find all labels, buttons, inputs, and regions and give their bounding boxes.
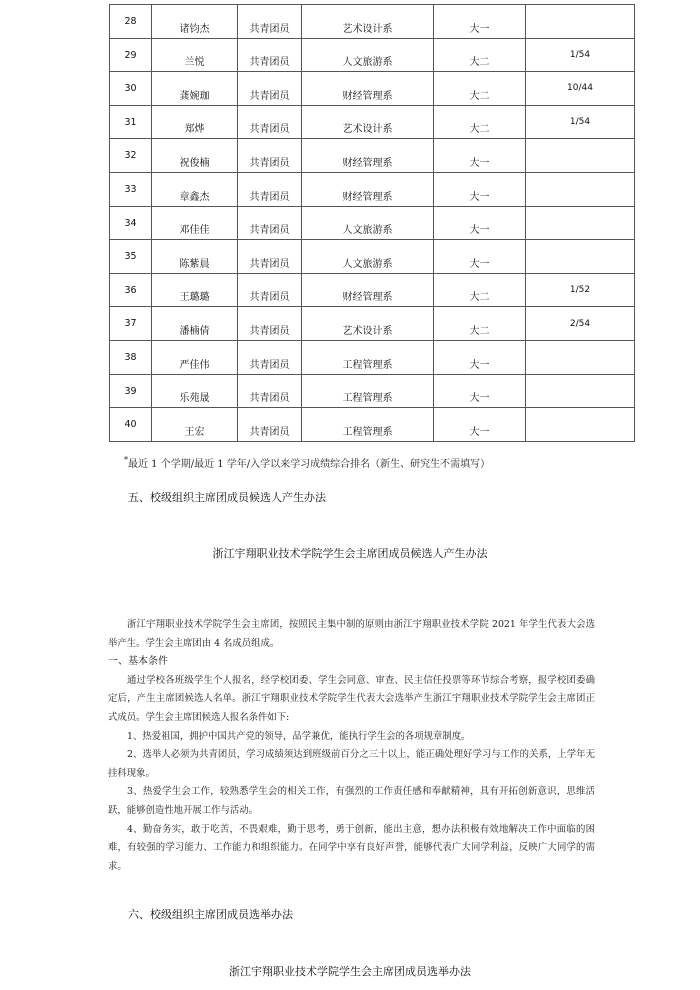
grade-rank-cell: [526, 273, 635, 307]
student-name-cell: [152, 139, 238, 173]
department: 人文旅游系: [342, 57, 393, 69]
row-number-cell: [110, 240, 152, 274]
row-number-cell: [110, 105, 152, 139]
student-name: 邓佳佳: [179, 225, 210, 237]
row-number: 29: [124, 49, 137, 61]
table-row: [110, 172, 635, 206]
political-status: 共青团员: [249, 57, 290, 69]
political-status-cell: [238, 72, 302, 106]
section-5-body: [108, 616, 595, 876]
condition-item-3: 3、热爱学生会工作，较熟悉学生会的相关工作，有强烈的工作责任感和奉献精神，具有开拓创新意识，思维活跃，能够创造性地开展工作与活动。: [108, 786, 595, 816]
student-name: 陈紫晨: [179, 258, 210, 270]
political-status-cell: [238, 139, 302, 173]
table-row: [110, 38, 635, 72]
grade: 大一: [469, 359, 490, 371]
department-cell: [302, 72, 434, 106]
student-name: 王宏: [184, 426, 205, 438]
department-cell: [302, 105, 434, 139]
political-status-cell: [238, 374, 302, 408]
condition-item-1: 1、热爱祖国，拥护中国共产党的领导，品学兼优，能执行学生会的各项规章制度。: [127, 730, 471, 742]
department: 艺术设计系: [342, 23, 393, 35]
grade: 大二: [469, 292, 490, 304]
condition-item-4: 4、勤奋务实，敢于吃苦，不畏艰难，勤于思考，勇于创新，能出主意，想办法积极有效地解决工作中面临的困难，有较强的学习能力、工作能力和组织能力。在同学中享有良好声誉，能够代表广大同学利益，反映广大同学的需求。: [108, 823, 595, 872]
grade: 大一: [469, 23, 490, 35]
student-name-cell: [152, 340, 238, 374]
intro-paragraph: 浙江宇翔职业技术学院学生会主席团，按照民主集中制的原则由浙江宇翔职业技术学院 2021 年学生代表大会选举产生。学生会主席团由 4 名成员组成。: [108, 619, 595, 649]
department-cell: [302, 5, 434, 39]
student-name-cell: [152, 72, 238, 106]
table-row: [110, 307, 635, 341]
table-row: [110, 5, 635, 39]
department-cell: [302, 408, 434, 442]
grade-rank-cell: [526, 408, 635, 442]
grade-cell: [434, 374, 526, 408]
grade-rank-cell: [526, 307, 635, 341]
department-cell: [302, 273, 434, 307]
grade: 大一: [469, 393, 490, 405]
grade: 大一: [469, 258, 490, 270]
grade-cell: [434, 206, 526, 240]
row-number-cell: [110, 38, 152, 72]
department-cell: [302, 139, 434, 173]
row-number: 36: [124, 284, 137, 296]
table-row: [110, 105, 635, 139]
grade: 大二: [469, 90, 490, 102]
department: 工程管理系: [342, 359, 393, 371]
grade: 大二: [469, 57, 490, 69]
row-number-cell: [110, 139, 152, 173]
student-name: 章鑫杰: [179, 191, 210, 203]
student-name-cell: [152, 408, 238, 442]
table-row: [110, 408, 635, 442]
student-name-cell: [152, 38, 238, 72]
grade-rank-cell: [526, 105, 635, 139]
grade: 大二: [469, 325, 490, 337]
grade-rank-cell: [526, 240, 635, 274]
grade-rank: 1/54: [569, 49, 591, 60]
row-number: 37: [124, 318, 137, 330]
department: 艺术设计系: [342, 325, 393, 337]
student-name: 龚婉珈: [179, 90, 210, 102]
political-status-cell: [238, 340, 302, 374]
candidate-table-body: [110, 5, 635, 442]
row-number: 31: [124, 116, 137, 128]
row-number: 39: [124, 385, 137, 397]
department: 艺术设计系: [342, 124, 393, 136]
condition-item-2: 2、选举人必须为共青团员，学习成绩须达到班级前百分之三十以上，能正确处理好学习与工作的关系，上学年无挂科现象。: [108, 749, 595, 779]
political-status-cell: [238, 206, 302, 240]
table-row: [110, 240, 635, 274]
department-cell: [302, 307, 434, 341]
row-number-cell: [110, 307, 152, 341]
grade: 大一: [469, 157, 490, 169]
political-status: 共青团员: [249, 124, 290, 136]
student-name-cell: [152, 172, 238, 206]
political-status-cell: [238, 172, 302, 206]
department-cell: [302, 340, 434, 374]
table-row: [110, 374, 635, 408]
department-cell: [302, 240, 434, 274]
grade-rank-cell: [526, 172, 635, 206]
department-cell: [302, 38, 434, 72]
footnote-text: 最近 1 个学期/最近 1 学年/入学以来学习成绩综合排名（新生、研究生不需填写）: [128, 459, 491, 470]
basic-conditions-paragraph: 通过学校各班级学生个人报名，经学校团委、学生会同意、审查、民主信任投票等环节综合考察，报学校团委确定后，产生主席团候选人名单。浙江宇翔职业技术学院学生代表大会选举产生浙江宇翔职业技术学院学生会主席团正式成员。学生会主席团候选人报名条件如下:: [108, 674, 595, 723]
table-row: [110, 273, 635, 307]
grade: 大二: [469, 124, 490, 136]
grade-rank: 1/54: [569, 117, 591, 128]
student-name: 乐苑晟: [179, 393, 210, 405]
basic-conditions-heading: 一、基本条件: [108, 656, 168, 668]
grade-cell: [434, 105, 526, 139]
political-status-cell: [238, 408, 302, 442]
grade-rank: 2/54: [569, 318, 591, 329]
grade-rank-cell: [526, 38, 635, 72]
row-number: 34: [124, 217, 137, 229]
grade-rank-cell: [526, 374, 635, 408]
table-row: [110, 340, 635, 374]
grade-rank-cell: [526, 206, 635, 240]
student-name: 兰悦: [184, 57, 205, 69]
student-name: 潘楠倩: [179, 325, 210, 337]
row-number: 38: [124, 351, 137, 363]
footnote-mark: *: [124, 455, 128, 465]
department: 财经管理系: [342, 157, 393, 169]
political-status-cell: [238, 105, 302, 139]
student-name-cell: [152, 105, 238, 139]
grade-rank-cell: [526, 5, 635, 39]
political-status: 共青团员: [249, 258, 290, 270]
row-number: 40: [124, 419, 137, 431]
student-name: 严佳伟: [179, 359, 210, 371]
political-status: 共青团员: [249, 90, 290, 102]
table-row: [110, 206, 635, 240]
student-name: 祝俊楠: [179, 157, 210, 169]
candidate-table: [109, 4, 635, 442]
grade-cell: [434, 139, 526, 173]
footnote: [124, 455, 490, 470]
political-status-cell: [238, 5, 302, 39]
section-6-title: 浙江宇翔职业技术学院学生会主席团成员选举办法: [229, 965, 471, 978]
grade-cell: [434, 307, 526, 341]
political-status: 共青团员: [249, 426, 290, 438]
student-name-cell: [152, 273, 238, 307]
political-status: 共青团员: [249, 157, 290, 169]
student-name-cell: [152, 5, 238, 39]
row-number: 30: [124, 83, 137, 95]
table-row: [110, 139, 635, 173]
row-number-cell: [110, 408, 152, 442]
grade-rank-cell: [526, 340, 635, 374]
department: 财经管理系: [342, 191, 393, 203]
department: 工程管理系: [342, 426, 393, 438]
grade: 大一: [469, 426, 490, 438]
political-status-cell: [238, 38, 302, 72]
grade-cell: [434, 172, 526, 206]
row-number-cell: [110, 374, 152, 408]
political-status: 共青团员: [249, 191, 290, 203]
row-number: 32: [124, 150, 137, 162]
political-status: 共青团员: [249, 23, 290, 35]
political-status: 共青团员: [249, 393, 290, 405]
row-number-cell: [110, 5, 152, 39]
grade-cell: [434, 340, 526, 374]
political-status-cell: [238, 240, 302, 274]
grade-rank: 1/52: [569, 285, 591, 296]
section-6-heading: 六、校级组织主席团成员选举办法: [128, 908, 293, 921]
grade-cell: [434, 273, 526, 307]
political-status: 共青团员: [249, 225, 290, 237]
row-number-cell: [110, 72, 152, 106]
department-cell: [302, 172, 434, 206]
row-number-cell: [110, 206, 152, 240]
grade-rank-cell: [526, 72, 635, 106]
grade-cell: [434, 240, 526, 274]
political-status-cell: [238, 273, 302, 307]
student-name: 诸钧杰: [179, 23, 210, 35]
political-status-cell: [238, 307, 302, 341]
section-5-heading: 五、校级组织主席团成员候选人产生办法: [128, 491, 326, 504]
grade: 大一: [469, 225, 490, 237]
department: 财经管理系: [342, 292, 393, 304]
grade-cell: [434, 408, 526, 442]
department: 工程管理系: [342, 393, 393, 405]
row-number: 35: [124, 251, 137, 263]
grade: 大一: [469, 191, 490, 203]
political-status: 共青团员: [249, 359, 290, 371]
row-number: 33: [124, 183, 137, 195]
department-cell: [302, 206, 434, 240]
section-5-title: 浙江宇翔职业技术学院学生会主席团成员候选人产生办法: [212, 547, 488, 560]
row-number-cell: [110, 273, 152, 307]
grade-rank-cell: [526, 139, 635, 173]
grade-cell: [434, 72, 526, 106]
row-number-cell: [110, 172, 152, 206]
department: 人文旅游系: [342, 258, 393, 270]
department-cell: [302, 374, 434, 408]
grade-cell: [434, 38, 526, 72]
grade-rank: 10/44: [567, 83, 593, 94]
student-name-cell: [152, 374, 238, 408]
student-name: 郑烨: [184, 124, 205, 136]
row-number-cell: [110, 340, 152, 374]
student-name-cell: [152, 307, 238, 341]
row-number: 28: [124, 16, 137, 27]
table-row: [110, 72, 635, 106]
department: 财经管理系: [342, 90, 393, 102]
department: 人文旅游系: [342, 225, 393, 237]
grade-cell: [434, 5, 526, 39]
political-status: 共青团员: [249, 325, 290, 337]
student-name: 王璐璐: [179, 292, 210, 304]
student-name-cell: [152, 206, 238, 240]
student-name-cell: [152, 240, 238, 274]
political-status: 共青团员: [249, 292, 290, 304]
